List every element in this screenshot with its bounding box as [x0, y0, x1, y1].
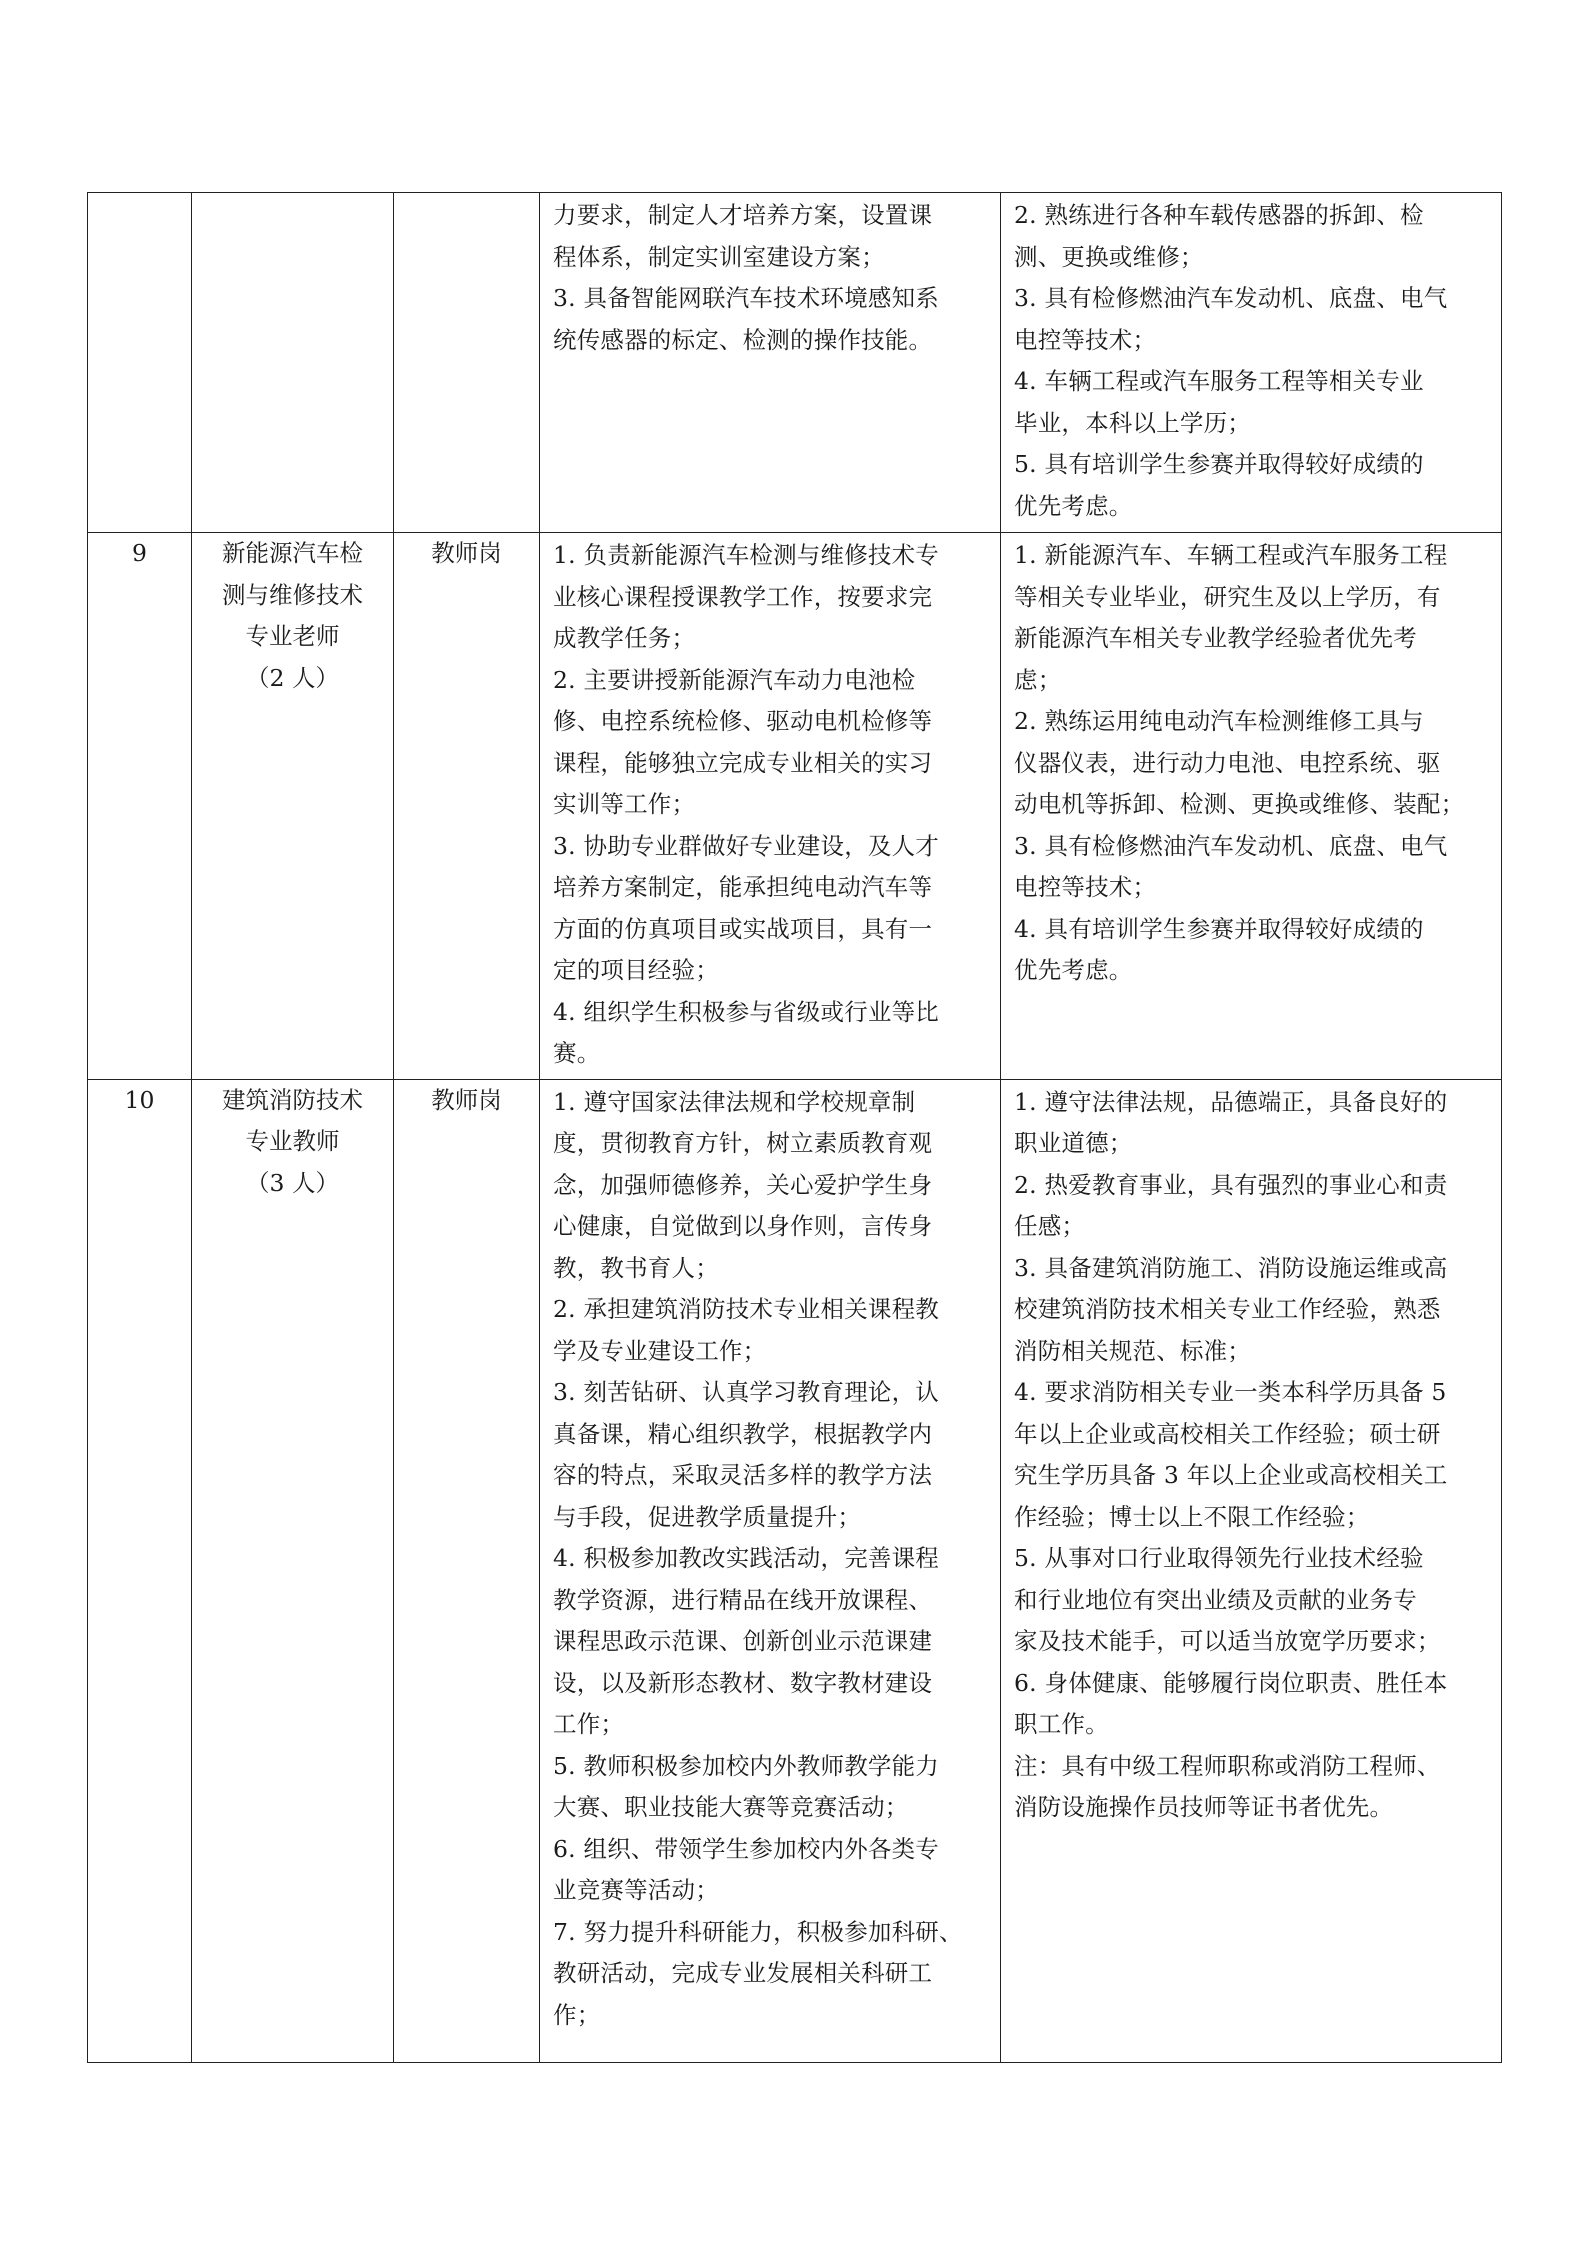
- requirement-line: 虑；: [1014, 665, 1062, 694]
- duties-cell: [540, 1079, 1001, 2062]
- position-name-line: （3 人）: [246, 1168, 339, 1197]
- position-name-line: 专业老师: [245, 622, 340, 650]
- position-type-cell: [394, 1079, 540, 2062]
- requirement-line: 2. 熟练运用纯电动汽车检测维修工具与: [1014, 707, 1424, 735]
- duty-line: 方面的仿真项目或实战项目，具有一: [553, 914, 933, 943]
- requirement-line: 电控等技术；: [1014, 873, 1157, 901]
- requirement-line: 5. 具有培训学生参赛并取得较好成绩的: [1014, 450, 1424, 478]
- requirement-line: 2. 熟练进行各种车载传感器的拆卸、检: [1014, 201, 1424, 229]
- position-name-line: 测与维修技术: [222, 580, 363, 609]
- duty-line: 1. 负责新能源汽车检测与维修技术专: [553, 541, 939, 569]
- requirement-line: 注：具有中级工程师职称或消防工程师、: [1014, 1751, 1441, 1780]
- duty-line: 赛。: [553, 1039, 601, 1067]
- position-name-line: （2 人）: [246, 663, 339, 692]
- row-number-cell: [88, 1079, 192, 2062]
- duty-line: 程体系，制定实训室建设方案；: [553, 242, 885, 271]
- position-name-line: 建筑消防技术: [222, 1085, 363, 1114]
- requirement-line: 新能源汽车相关专业教学经验者优先考: [1014, 624, 1417, 652]
- duty-line: 实训等工作；: [553, 790, 696, 818]
- requirement-line: 优先考虑。: [1014, 956, 1133, 984]
- row-number-cell: [88, 533, 192, 1080]
- duty-line: 作；: [553, 2000, 601, 2029]
- duty-line: 统传感器的标定、检测的操作技能。: [553, 325, 933, 354]
- requirement-line: 毕业，本科以上学历；: [1014, 408, 1251, 437]
- duty-line: 5. 教师积极参加校内外教师教学能力: [553, 1751, 939, 1780]
- requirement-line: 1. 遵守法律法规，品德端正，具备良好的: [1014, 1087, 1448, 1116]
- requirement-line: 6. 身体健康、能够履行岗位职责、胜任本: [1014, 1668, 1448, 1697]
- position-name-line: 专业教师: [245, 1127, 340, 1155]
- duty-line: 教学资源，进行精品在线开放课程、: [553, 1585, 933, 1614]
- requirement-line: 5. 从事对口行业取得领先行业技术经验: [1014, 1544, 1424, 1572]
- duty-line: 修、电控系统检修、驱动电机检修等: [553, 707, 933, 735]
- position-name-line: 新能源汽车检: [222, 539, 363, 567]
- duty-line: 4. 积极参加教改实践活动，完善课程: [553, 1544, 939, 1572]
- position-name-cell: [192, 1079, 394, 2062]
- duty-line: 与手段，促进教学质量提升；: [553, 1502, 862, 1531]
- recruitment-table: [87, 192, 1502, 2063]
- requirement-line: 3. 具有检修燃油汽车发动机、底盘、电气: [1014, 284, 1448, 312]
- requirement-line: 职业道德；: [1014, 1129, 1133, 1157]
- requirement-line: 4. 车辆工程或汽车服务工程等相关专业: [1014, 367, 1424, 395]
- duties-cell: [540, 193, 1001, 533]
- duty-line: 7. 努力提升科研能力，积极参加科研、: [553, 1917, 963, 1946]
- requirement-line: 等相关专业毕业，研究生及以上学历，有: [1014, 582, 1441, 611]
- duty-line: 3. 具备智能网联汽车技术环境感知系: [553, 284, 939, 312]
- duty-line: 业竞赛等活动；: [553, 1876, 719, 1904]
- requirement-line: 消防设施操作员技师等证书者优先。: [1014, 1793, 1394, 1821]
- position-type-cell: [394, 193, 540, 533]
- duty-line: 念，加强师德修养，关心爱护学生身: [553, 1170, 933, 1199]
- requirements-cell: [1001, 193, 1502, 533]
- requirement-line: 作经验；博士以上不限工作经验；: [1014, 1502, 1370, 1531]
- table-row: [88, 193, 1502, 533]
- duties-cell: [540, 533, 1001, 1080]
- requirements-cell: [1001, 1079, 1502, 2062]
- requirement-line: 4. 具有培训学生参赛并取得较好成绩的: [1014, 914, 1424, 943]
- duty-line: 度，贯彻教育方针，树立素质教育观: [553, 1129, 933, 1157]
- position-name-cell: [192, 533, 394, 1080]
- requirement-line: 消防相关规范、标准；: [1014, 1336, 1251, 1365]
- requirement-line: 和行业地位有突出业绩及贡献的业务专: [1014, 1585, 1417, 1614]
- requirement-line: 测、更换或维修；: [1014, 242, 1204, 271]
- table-body: [88, 193, 1502, 2063]
- duty-line: 力要求，制定人才培养方案，设置课: [553, 201, 933, 229]
- requirement-line: 年以上企业或高校相关工作经验；硕士研: [1014, 1419, 1441, 1448]
- requirement-line: 2. 热爱教育事业，具有强烈的事业心和责: [1014, 1170, 1448, 1199]
- row-number: 9: [132, 539, 147, 567]
- position-type-cell: [394, 533, 540, 1080]
- position-type: 教师岗: [431, 539, 502, 567]
- duty-line: 大赛、职业技能大赛等竞赛活动；: [553, 1793, 909, 1821]
- duty-line: 1. 遵守国家法律法规和学校规章制: [553, 1087, 916, 1116]
- duty-line: 容的特点，采取灵活多样的教学方法: [553, 1461, 933, 1489]
- duty-line: 工作；: [553, 1710, 625, 1738]
- duty-line: 心健康，自觉做到以身作则，言传身: [553, 1212, 933, 1240]
- requirement-line: 电控等技术；: [1014, 325, 1157, 354]
- requirement-line: 4. 要求消防相关专业一类本科学历具备 5: [1014, 1378, 1447, 1406]
- duty-line: 课程思政示范课、创新创业示范课建: [553, 1627, 933, 1655]
- requirement-line: 1. 新能源汽车、车辆工程或汽车服务工程: [1014, 541, 1448, 569]
- duty-line: 6. 组织、带领学生参加校内外各类专: [553, 1834, 939, 1863]
- duty-line: 课程，能够独立完成专业相关的实习: [553, 748, 933, 777]
- duty-line: 2. 承担建筑消防技术专业相关课程教: [553, 1295, 939, 1323]
- duty-line: 真备课，精心组织教学，根据教学内: [553, 1419, 933, 1448]
- row-number: 10: [124, 1085, 155, 1114]
- duty-line: 4. 组织学生积极参与省级或行业等比: [553, 997, 939, 1026]
- requirement-line: 究生学历具备 3 年以上企业或高校相关工: [1014, 1461, 1448, 1489]
- requirement-line: 优先考虑。: [1014, 491, 1133, 520]
- duty-line: 教研活动，完成专业发展相关科研工: [553, 1959, 933, 1987]
- table-row: [88, 533, 1502, 1080]
- duty-line: 成教学任务；: [553, 624, 696, 652]
- requirement-line: 仪器仪表，进行动力电池、电控系统、驱: [1014, 748, 1441, 777]
- requirements-cell: [1001, 533, 1502, 1080]
- requirement-line: 3. 具有检修燃油汽车发动机、底盘、电气: [1014, 831, 1448, 860]
- duty-line: 设，以及新形态教材、数字教材建设: [553, 1668, 933, 1697]
- requirement-line: 动电机等拆卸、检测、更换或维修、装配；: [1014, 790, 1465, 818]
- duty-line: 2. 主要讲授新能源汽车动力电池检: [553, 665, 916, 694]
- position-name-cell: [192, 193, 394, 533]
- requirement-line: 职工作。: [1014, 1710, 1109, 1738]
- requirement-line: 家及技术能手，可以适当放宽学历要求；: [1014, 1627, 1441, 1655]
- duty-line: 教，教书育人；: [553, 1253, 719, 1282]
- table-row: [88, 1079, 1502, 2062]
- duty-line: 定的项目经验；: [553, 956, 719, 984]
- position-type: 教师岗: [431, 1085, 502, 1114]
- duty-line: 学及专业建设工作；: [553, 1336, 767, 1365]
- requirement-line: 校建筑消防技术相关专业工作经验，熟悉: [1014, 1295, 1441, 1323]
- duty-line: 业核心课程授课教学工作，按要求完: [553, 582, 933, 611]
- row-number-cell: [88, 193, 192, 533]
- duty-line: 培养方案制定，能承担纯电动汽车等: [553, 873, 933, 901]
- requirement-line: 任感；: [1014, 1212, 1086, 1240]
- duty-line: 3. 刻苦钻研、认真学习教育理论，认: [553, 1378, 939, 1406]
- duty-line: 3. 协助专业群做好专业建设，及人才: [553, 831, 939, 860]
- requirement-line: 3. 具备建筑消防施工、消防设施运维或高: [1014, 1253, 1448, 1282]
